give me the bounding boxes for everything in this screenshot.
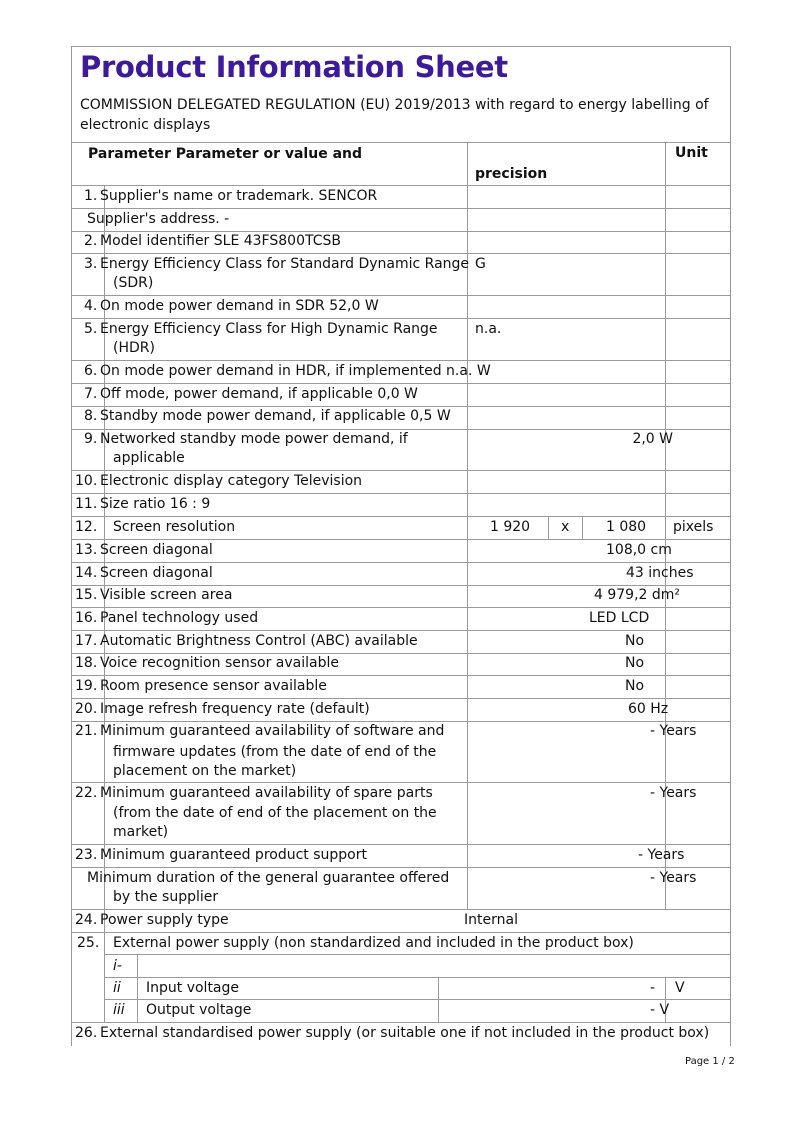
row-label: Minimum guaranteed availability of software and [100,723,445,739]
row-num: 10. [75,473,98,489]
row-num: 19. [75,678,98,694]
row-value: 60 Hz [628,701,669,717]
sub-row-unit: V [675,980,685,996]
row-label: Energy Efficiency Class for High Dynamic Range [100,321,438,337]
row-label: Screen diagonal [100,542,213,558]
row-num: 12. [75,519,98,535]
sub-row-value: - V [650,1002,670,1018]
row-label: Panel technology used [100,610,259,626]
row-label: placement on the market) [113,763,297,779]
row-label: External standardised power supply (or suitable one if not included in the product box) [100,1025,710,1041]
row-label: Automatic Brightness Control (ABC) available [100,633,418,649]
row-label: On mode power demand in HDR, if implemented n.a. W [100,363,491,379]
row-num: 6. [84,363,98,379]
row-num: 4. [84,298,98,314]
row-value: G [475,256,486,272]
row-label: On mode power demand in SDR 52,0 W [100,298,379,314]
row-label: Standby mode power demand, if applicable 0,5 W [100,408,451,424]
row-num: 21. [75,723,98,739]
row-num: 11. [75,496,98,512]
row-value: - Years [650,870,697,886]
resolution-separator: x [561,519,570,535]
page-title: Product Information Sheet [80,50,508,84]
column-header-precision: precision [475,166,548,182]
row-label: Power supply type [100,912,229,928]
row-label: Networked standby mode power demand, if [100,431,408,447]
row-unit: pixels [673,519,714,535]
row-label: Minimum guaranteed availability of spare parts [100,785,433,801]
resolution-height: 1 080 [606,519,647,535]
row-value: No [625,678,645,694]
row-label: by the supplier [113,889,219,905]
row-num: 16. [75,610,98,626]
row-value: - Years [650,723,697,739]
row-value: 108,0 cm [606,542,672,558]
row-label: applicable [113,450,185,466]
row-label: firmware updates (from the date of end of the [113,744,437,760]
row-label: market) [113,824,169,840]
row-value: No [625,633,645,649]
row-num: 17. [75,633,98,649]
row-num: 13. [75,542,98,558]
column-header-parameter: Parameter Parameter or value and [88,146,363,162]
sub-row-label: Output voltage [146,1002,252,1018]
row-num: 1. [84,188,98,204]
row-label: Minimum duration of the general guarantee offered [87,870,450,886]
row-num: 22. [75,785,98,801]
row-num: 8. [84,408,98,424]
row-label: Minimum guaranteed product support [100,847,367,863]
row-label: Electronic display category Television [100,473,363,489]
row-label: (SDR) [113,275,154,291]
row-label: (from the date of end of the placement on the [113,805,437,821]
row-value: No [625,655,645,671]
row-num: 9. [84,431,98,447]
sub-row-roman: ii [113,980,121,996]
column-header-unit: Unit [675,145,708,161]
row-label: Screen resolution [113,519,236,535]
row-label: (HDR) [113,340,155,356]
sub-row-roman: iii [113,1002,125,1018]
row-value: 4 979,2 dm² [594,587,681,603]
row-num: 3. [84,256,98,272]
row-value: n.a. [475,321,502,337]
row-value: - Years [650,785,697,801]
row-label: Image refresh frequency rate (default) [100,701,370,717]
row-num: 14. [75,565,98,581]
row-label: Visible screen area [100,587,233,603]
row-label: Model identifier SLE 43FS800TCSB [100,233,341,249]
row-num: 7. [84,386,98,402]
row-num: 18. [75,655,98,671]
row-label: External power supply (non standardized and included in the product box) [113,935,634,951]
sub-row-value: - [650,980,656,996]
row-label: Screen diagonal [100,565,213,581]
row-num: 2. [84,233,98,249]
page-number: Page 1 / 2 [685,1056,735,1067]
row-label: Voice recognition sensor available [100,655,339,671]
row-num: 5. [84,321,98,337]
row-value: 2,0 W [632,431,673,447]
page-subtitle: COMMISSION DELEGATED REGULATION (EU) 2019/2013 with regard to energy labelling of electronic displays [80,97,709,133]
row-num: 25. [77,935,100,951]
row-num: 23. [75,847,98,863]
row-label: Room presence sensor available [100,678,327,694]
row-num: 24. [75,912,98,928]
row-value: LED LCD [589,610,650,626]
row-value: - Years [638,847,685,863]
row-num: 26. [75,1025,98,1041]
sub-row-label: Input voltage [146,980,240,996]
row-label: Energy Efficiency Class for Standard Dynamic Range [100,256,470,272]
row-label: Size ratio 16 : 9 [100,496,211,512]
resolution-width: 1 920 [490,519,531,535]
sub-row-roman: i- [113,958,122,974]
row-num: 20. [75,701,98,717]
row-label: Supplier's address. - [87,211,230,227]
row-label: Off mode, power demand, if applicable 0,0 W [100,386,418,402]
row-label: Supplier's name or trademark. SENCOR [100,188,378,204]
row-value: 43 inches [626,565,694,581]
row-value: Internal [464,912,518,928]
row-num: 15. [75,587,98,603]
